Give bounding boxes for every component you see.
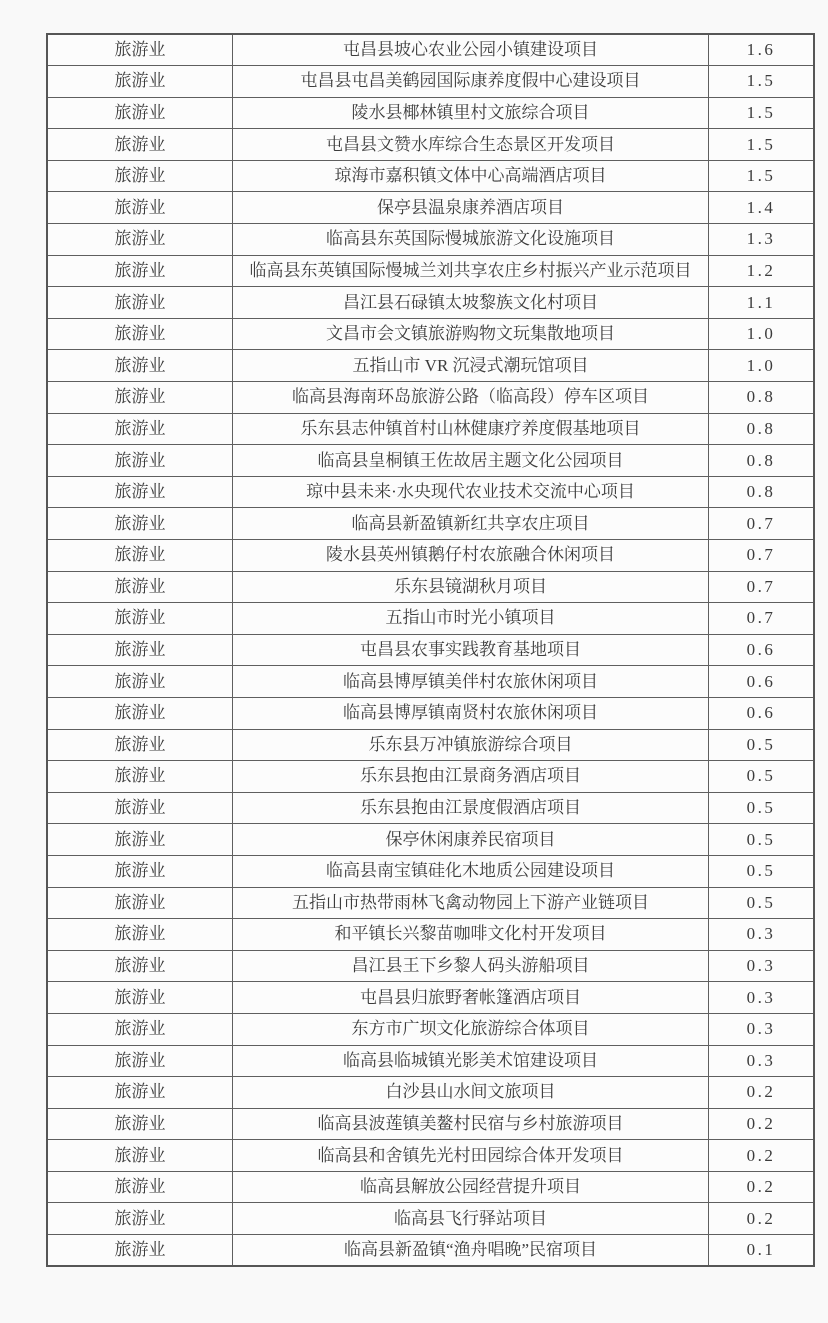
project-name-cell: 文昌市会文镇旅游购物文玩集散地项目 [233, 318, 709, 350]
table-row [47, 982, 814, 1014]
value-cell: 1.5 [709, 66, 815, 98]
value-cell: 0.8 [709, 476, 815, 508]
category-cell: 旅游业 [47, 508, 233, 540]
project-name-cell: 临高县海南环岛旅游公路（临高段）停车区项目 [233, 382, 709, 414]
category-cell: 旅游业 [47, 287, 233, 319]
category-cell: 旅游业 [47, 824, 233, 856]
category-cell: 旅游业 [47, 1077, 233, 1109]
value-cell: 0.7 [709, 603, 815, 635]
table-row [47, 160, 814, 192]
project-name-cell: 陵水县椰林镇里村文旅综合项目 [233, 97, 709, 129]
table-row [47, 919, 814, 951]
table-row [47, 729, 814, 761]
project-name-cell: 屯昌县文赞水库综合生态景区开发项目 [233, 129, 709, 161]
value-cell: 1.5 [709, 129, 815, 161]
category-cell: 旅游业 [47, 1203, 233, 1235]
value-cell: 0.2 [709, 1203, 815, 1235]
value-cell: 0.5 [709, 855, 815, 887]
project-name-cell: 临高县东英镇国际慢城兰刘共享农庄乡村振兴产业示范项目 [233, 255, 709, 287]
category-cell: 旅游业 [47, 1108, 233, 1140]
value-cell: 0.1 [709, 1235, 815, 1267]
project-name-cell: 临高县解放公园经营提升项目 [233, 1171, 709, 1203]
category-cell: 旅游业 [47, 1013, 233, 1045]
table-row [47, 413, 814, 445]
category-cell: 旅游业 [47, 634, 233, 666]
category-cell: 旅游业 [47, 1171, 233, 1203]
table-row [47, 1077, 814, 1109]
category-cell: 旅游业 [47, 1045, 233, 1077]
table-row [47, 476, 814, 508]
project-name-cell: 临高县波莲镇美鳌村民宿与乡村旅游项目 [233, 1108, 709, 1140]
value-cell: 0.6 [709, 634, 815, 666]
table-row [47, 666, 814, 698]
project-name-cell: 屯昌县农事实践教育基地项目 [233, 634, 709, 666]
project-name-cell: 临高县东英国际慢城旅游文化设施项目 [233, 224, 709, 256]
value-cell: 0.3 [709, 982, 815, 1014]
table-row [47, 34, 814, 66]
value-cell: 0.3 [709, 1013, 815, 1045]
category-cell: 旅游业 [47, 855, 233, 887]
category-cell: 旅游业 [47, 1235, 233, 1267]
value-cell: 1.4 [709, 192, 815, 224]
value-cell: 0.2 [709, 1077, 815, 1109]
project-name-cell: 白沙县山水间文旅项目 [233, 1077, 709, 1109]
value-cell: 1.3 [709, 224, 815, 256]
value-cell: 1.5 [709, 160, 815, 192]
value-cell: 0.8 [709, 445, 815, 477]
project-name-cell: 屯昌县屯昌美鹤园国际康养度假中心建设项目 [233, 66, 709, 98]
category-cell: 旅游业 [47, 66, 233, 98]
project-name-cell: 临高县皇桐镇王佐故居主题文化公园项目 [233, 445, 709, 477]
value-cell: 0.8 [709, 413, 815, 445]
table-row [47, 887, 814, 919]
table-row [47, 318, 814, 350]
category-cell: 旅游业 [47, 571, 233, 603]
category-cell: 旅游业 [47, 540, 233, 572]
value-cell: 1.2 [709, 255, 815, 287]
table-row [47, 224, 814, 256]
value-cell: 0.2 [709, 1108, 815, 1140]
project-name-cell: 临高县博厚镇美伴村农旅休闲项目 [233, 666, 709, 698]
value-cell: 0.2 [709, 1140, 815, 1172]
project-name-cell: 临高县南宝镇硅化木地质公园建设项目 [233, 855, 709, 887]
category-cell: 旅游业 [47, 224, 233, 256]
table-row [47, 950, 814, 982]
value-cell: 0.8 [709, 382, 815, 414]
table-row [47, 1140, 814, 1172]
value-cell: 0.3 [709, 950, 815, 982]
project-name-cell: 临高县飞行驿站项目 [233, 1203, 709, 1235]
table-row [47, 1013, 814, 1045]
value-cell: 1.6 [709, 34, 815, 66]
value-cell: 0.7 [709, 571, 815, 603]
table-row [47, 634, 814, 666]
category-cell: 旅游业 [47, 919, 233, 951]
category-cell: 旅游业 [47, 192, 233, 224]
project-name-cell: 五指山市时光小镇项目 [233, 603, 709, 635]
table-row [47, 66, 814, 98]
category-cell: 旅游业 [47, 350, 233, 382]
value-cell: 1.1 [709, 287, 815, 319]
value-cell: 0.7 [709, 508, 815, 540]
project-name-cell: 五指山市 VR 沉浸式潮玩馆项目 [233, 350, 709, 382]
category-cell: 旅游业 [47, 982, 233, 1014]
table-row [47, 192, 814, 224]
project-name-cell: 陵水县英州镇鹅仔村农旅融合休闲项目 [233, 540, 709, 572]
category-cell: 旅游业 [47, 129, 233, 161]
value-cell: 0.2 [709, 1171, 815, 1203]
category-cell: 旅游业 [47, 160, 233, 192]
table-row [47, 1171, 814, 1203]
value-cell: 1.0 [709, 350, 815, 382]
table-row [47, 382, 814, 414]
project-name-cell: 乐东县志仲镇首村山林健康疗养度假基地项目 [233, 413, 709, 445]
project-name-cell: 乐东县万冲镇旅游综合项目 [233, 729, 709, 761]
project-name-cell: 琼中县未来·水央现代农业技术交流中心项目 [233, 476, 709, 508]
value-cell: 0.3 [709, 1045, 815, 1077]
project-name-cell: 保亭休闲康养民宿项目 [233, 824, 709, 856]
category-cell: 旅游业 [47, 413, 233, 445]
category-cell: 旅游业 [47, 603, 233, 635]
table-row [47, 571, 814, 603]
table-row [47, 508, 814, 540]
category-cell: 旅游业 [47, 97, 233, 129]
category-cell: 旅游业 [47, 318, 233, 350]
project-name-cell: 昌江县王下乡黎人码头游船项目 [233, 950, 709, 982]
category-cell: 旅游业 [47, 729, 233, 761]
value-cell: 0.5 [709, 887, 815, 919]
category-cell: 旅游业 [47, 887, 233, 919]
category-cell: 旅游业 [47, 792, 233, 824]
table-row [47, 1203, 814, 1235]
table-row [47, 129, 814, 161]
category-cell: 旅游业 [47, 1140, 233, 1172]
table-row [47, 697, 814, 729]
project-name-cell: 临高县新盈镇“渔舟唱晚”民宿项目 [233, 1235, 709, 1267]
project-name-cell: 琼海市嘉积镇文体中心高端酒店项目 [233, 160, 709, 192]
value-cell: 0.7 [709, 540, 815, 572]
category-cell: 旅游业 [47, 382, 233, 414]
table-row [47, 287, 814, 319]
projects-table [46, 33, 815, 1267]
project-name-cell: 昌江县石碌镇太坡黎族文化村项目 [233, 287, 709, 319]
category-cell: 旅游业 [47, 697, 233, 729]
project-name-cell: 和平镇长兴黎苗咖啡文化村开发项目 [233, 919, 709, 951]
value-cell: 1.0 [709, 318, 815, 350]
value-cell: 0.5 [709, 761, 815, 793]
table-row [47, 445, 814, 477]
value-cell: 0.5 [709, 729, 815, 761]
project-name-cell: 屯昌县归旅野奢帐篷酒店项目 [233, 982, 709, 1014]
project-name-cell: 临高县临城镇光影美术馆建设项目 [233, 1045, 709, 1077]
table-row [47, 97, 814, 129]
table-row [47, 255, 814, 287]
project-name-cell: 保亭县温泉康养酒店项目 [233, 192, 709, 224]
table-row [47, 824, 814, 856]
table-row [47, 1108, 814, 1140]
category-cell: 旅游业 [47, 666, 233, 698]
table-row [47, 792, 814, 824]
project-name-cell: 东方市广坝文化旅游综合体项目 [233, 1013, 709, 1045]
value-cell: 0.3 [709, 919, 815, 951]
project-name-cell: 乐东县抱由江景商务酒店项目 [233, 761, 709, 793]
table-row [47, 761, 814, 793]
project-name-cell: 临高县新盈镇新红共享农庄项目 [233, 508, 709, 540]
value-cell: 0.6 [709, 666, 815, 698]
value-cell: 1.5 [709, 97, 815, 129]
project-name-cell: 乐东县抱由江景度假酒店项目 [233, 792, 709, 824]
table-row [47, 350, 814, 382]
projects-table-body [47, 34, 814, 1266]
value-cell: 0.5 [709, 824, 815, 856]
project-name-cell: 乐东县镜湖秋月项目 [233, 571, 709, 603]
category-cell: 旅游业 [47, 34, 233, 66]
project-name-cell: 屯昌县坡心农业公园小镇建设项目 [233, 34, 709, 66]
category-cell: 旅游业 [47, 476, 233, 508]
value-cell: 0.5 [709, 792, 815, 824]
table-row [47, 603, 814, 635]
project-name-cell: 临高县博厚镇南贤村农旅休闲项目 [233, 697, 709, 729]
category-cell: 旅游业 [47, 445, 233, 477]
project-name-cell: 临高县和舍镇先光村田园综合体开发项目 [233, 1140, 709, 1172]
category-cell: 旅游业 [47, 255, 233, 287]
table-row [47, 1045, 814, 1077]
table-row [47, 540, 814, 572]
project-name-cell: 五指山市热带雨林飞禽动物园上下游产业链项目 [233, 887, 709, 919]
value-cell: 0.6 [709, 697, 815, 729]
category-cell: 旅游业 [47, 761, 233, 793]
table-row [47, 1235, 814, 1267]
category-cell: 旅游业 [47, 950, 233, 982]
table-row [47, 855, 814, 887]
